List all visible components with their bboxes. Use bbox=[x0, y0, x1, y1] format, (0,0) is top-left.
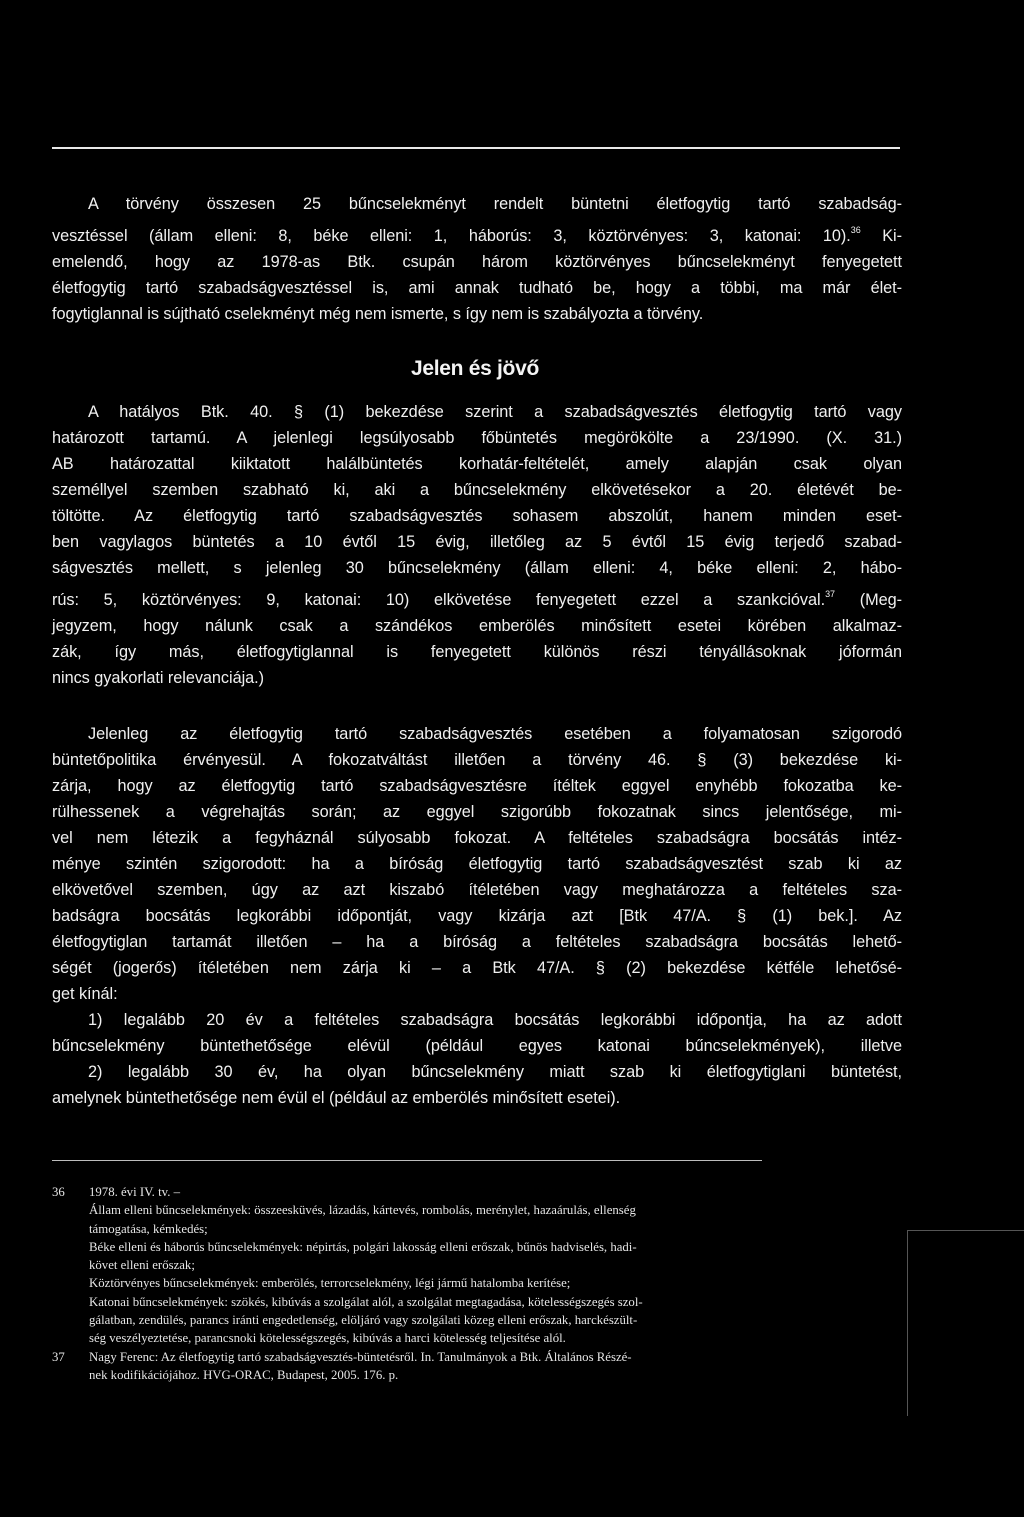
text-line: get kínál: bbox=[52, 985, 118, 1003]
text-line: határozott tartamú. A jelenlegi legsúlyosabb főbüntetés megörökölte a 23/1990. (X. 31.) bbox=[52, 429, 902, 447]
text-line: fogytiglannal is sújtható cselekményt még nem ismerte, s így nem is szabályozta a törvény. bbox=[52, 305, 704, 323]
text-line: életfogytiglan tartamát illetően – ha a bíróság a feltételes szabadságra bocsátás lehető- bbox=[52, 933, 902, 951]
footnote-line: 36 1978. évi IV. tv. – bbox=[52, 1183, 902, 1201]
text-line: emelendő, hogy az 1978-as Btk. csupán három köztörvényes bűncselekményt fenyegetett bbox=[52, 253, 902, 271]
footnote-ref-36: 36 bbox=[850, 225, 861, 235]
text-line: rülhessenek a végrehajtás során; az eggyel szigorúbb fokozatnak sincs jelentősége, mi- bbox=[52, 803, 902, 821]
paragraph-tightening bbox=[52, 721, 902, 1007]
text-line: Jelenleg az életfogytig tartó szabadságvesztés esetében a folyamatosan szigorodó bbox=[88, 725, 902, 743]
text-line: ságvesztés mellett, s jelenleg 30 bűncselekmény (állam elleni: 4, béke elleni: 2, hábo- bbox=[52, 559, 902, 577]
footnote-line: ség veszélyeztetése, parancsnoki kötelességszegés, kibúvás a harci kötelesség teljesítése alól. bbox=[89, 1331, 566, 1346]
footnote-line: nek kodifikációjához. HVG-ORAC, Budapest, 2005. 176. p. bbox=[89, 1367, 399, 1382]
footnote-rule bbox=[52, 1160, 762, 1161]
scan-artifact-frame bbox=[907, 1230, 1024, 1416]
text-line: rús: 5, köztörvényes: 9, katonai: 10) elkövetése fenyegetett ezzel a szankcióval.$^{37}$ (Meg- bbox=[52, 589, 902, 609]
footnote-line: Katonai bűncselekmények: szökés, kibúvás a szolgálat alól, a szolgálat megtagadása, kötelességszegés szol- bbox=[89, 1294, 643, 1309]
text-line: A hatályos Btk. 40. § (1) bekezdése szerint a szabadságvesztés életfogytig tartó vagy bbox=[88, 403, 902, 421]
text-line: jegyzem, hogy nálunk csak a szándékos emberölés minősített esetei körében alkalmaz- bbox=[52, 617, 902, 635]
section-heading: Jelen és jövő bbox=[411, 357, 539, 380]
footnote-line: támogatása, kémkedés; bbox=[89, 1221, 208, 1236]
text-line: ménye szintén szigorodott: ha a bíróság életfogytig tartó szabadságvesztést szab ki az bbox=[52, 855, 902, 873]
list-item: 2) legalább 30 év, ha olyan bűncselekmény miatt szab ki életfogytiglani büntetést, bbox=[88, 1063, 902, 1081]
text-line: vel nem létezik a fegyháznál súlyosabb fokozat. A feltételes szabadságra bocsátás intéz- bbox=[52, 829, 902, 847]
list-item: 1) legalább 20 év a feltételes szabadságra bocsátás legkorábbi időpontja, ha az adott bbox=[88, 1011, 902, 1029]
text-line: elkövetővel szemben, úgy az azt kiszabó ítéletében vagy meghatározza a feltételes sza- bbox=[52, 881, 902, 899]
text-line: zárja, hogy az életfogytig tartó szabadságvesztésre ítéltek eggyel enyhébb fokozatba ke- bbox=[52, 777, 902, 795]
text-line: nincs gyakorlati relevanciája.) bbox=[52, 669, 265, 687]
footnote-number: 37 bbox=[52, 1349, 65, 1364]
text-line: AB határozattal kiiktatott halálbüntetés korhatár-feltételét, amely alapján csak olyan bbox=[52, 455, 902, 473]
list-item-continuation: amelynek büntethetősége nem évül el (például az emberölés minősített esetei). bbox=[52, 1089, 621, 1107]
text-line: A törvény összesen 25 bűncselekményt rendelt büntetni életfogytig tartó szabadság- bbox=[88, 195, 902, 213]
list-item-continuation: bűncselekmény büntethetősége elévül (például egyes katonai bűncselekmények), illetve bbox=[52, 1037, 902, 1055]
text-line: életfogytig tartó szabadságvesztéssel is, ami annak tudható be, hogy a többi, ma már élet- bbox=[52, 279, 902, 297]
paragraph-current-law bbox=[52, 399, 902, 691]
footnote-line: követ elleni erőszak; bbox=[89, 1258, 195, 1273]
footnote-line: Állam elleni bűncselekmények: összeesküvés, lázadás, kártevés, rombolás, merénylet, hazaárulás, ellenség bbox=[89, 1203, 636, 1218]
footnote-ref-37: 37 bbox=[825, 589, 835, 599]
header-rule bbox=[52, 147, 900, 149]
text-line: személlyel szemben szabható ki, aki a bűncselekmény elkövetésekor a 20. életévét be- bbox=[52, 481, 902, 499]
text-line: ben vagylagos büntetés a 10 évtől 15 évig, illetőleg az 5 évtől 15 évig terjedő szabad- bbox=[52, 533, 902, 551]
text-line: büntetőpolitika érvényesül. A fokozatváltást illetően a törvény 46. § (3) bekezdése ki- bbox=[52, 751, 902, 769]
enumerated-list bbox=[52, 1007, 902, 1111]
footnote-line: 37 Nagy Ferenc: Az életfogytig tartó szabadságvesztés-büntetésről. In. Tanulmányok a Btk. Általános Részé- bbox=[52, 1348, 902, 1366]
text-line: ségét (jogerős) ítéletében nem zárja ki – a Btk 47/A. § (2) bekezdése kétféle lehetősé- bbox=[52, 959, 902, 977]
text-line: badságra bocsátás legkorábbi időpontját, vagy kizárja azt [Btk 47/A. § (1) bek.]. Az bbox=[52, 907, 902, 925]
footnotes bbox=[52, 1183, 902, 1384]
text-line: vesztéssel (állam elleni: 8, béke elleni: 1, háborús: 3, köztörvényes: 3, katonai: 10).$^{36}$ Ki- bbox=[52, 225, 902, 245]
text-line: töltötte. Az életfogytig tartó szabadságvesztés sohasem abszolút, hanem minden eset- bbox=[52, 507, 902, 525]
footnote-line: Béke elleni és háborús bűncselekmények: népirtás, polgári lakosság elleni erőszak, bűnös hadviselés, hadi- bbox=[89, 1239, 637, 1254]
footnote-line: gálatban, zendülés, parancs iránti engedetlenség, elöljáró vagy szolgálati közeg elleni erőszak, harckészült- bbox=[89, 1313, 638, 1328]
footnote-line: Köztörvényes bűncselekmények: emberölés, terrorcselekmény, légi jármű hatalomba kerítése; bbox=[89, 1276, 571, 1291]
footnote-number: 36 bbox=[52, 1185, 65, 1199]
text-line: zák, így más, életfogytiglannal is fenyegetett különös részi tényállásoknak jóformán bbox=[52, 643, 902, 661]
paragraph-intro bbox=[52, 191, 902, 327]
